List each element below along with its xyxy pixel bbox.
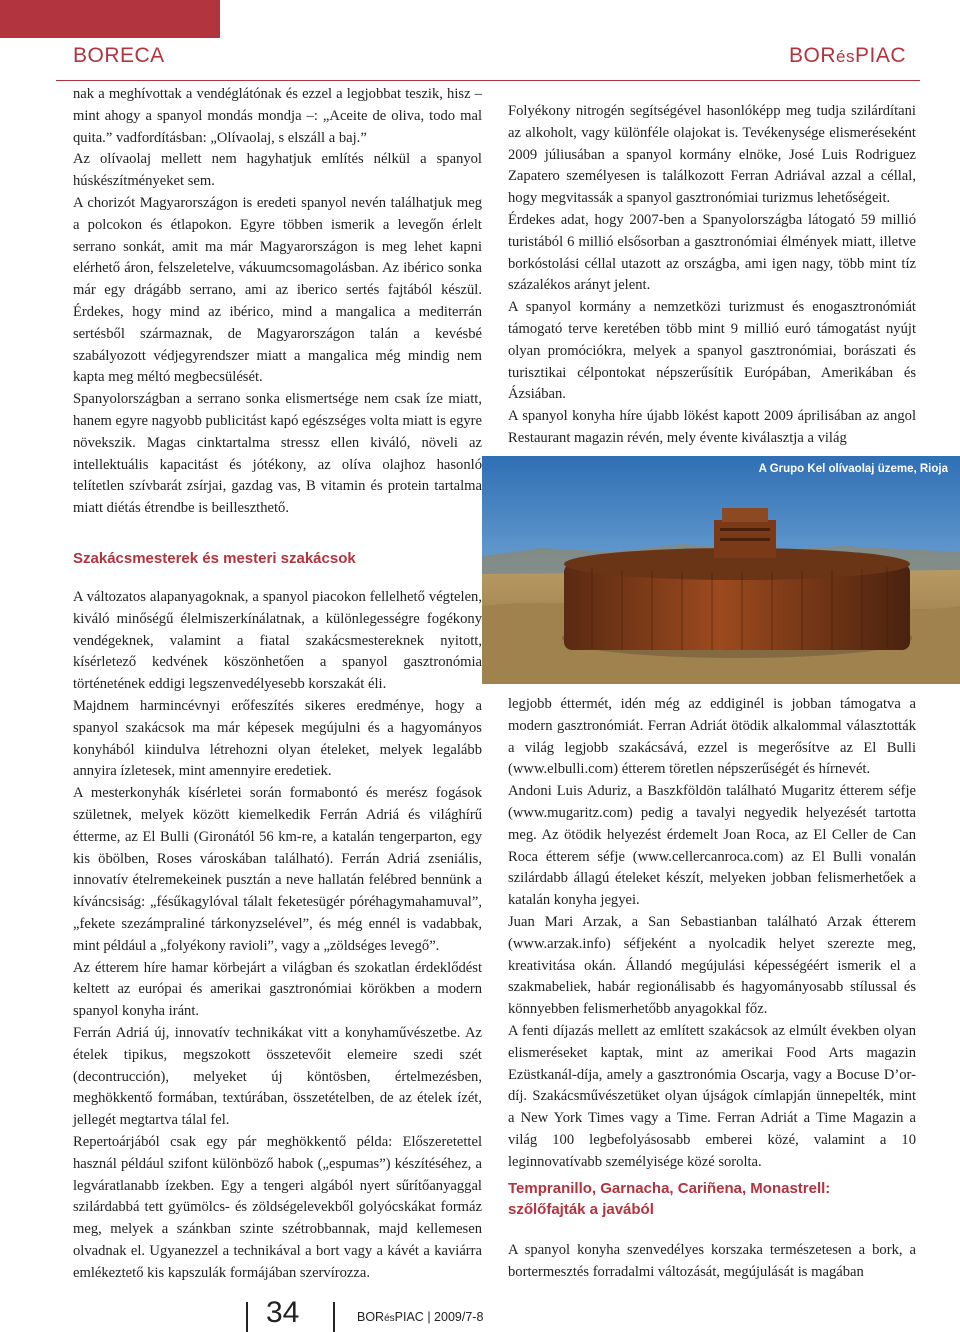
article-column-2-middle <box>508 694 916 1174</box>
article-column-1-top <box>73 84 482 520</box>
article-column-2-top <box>508 101 916 450</box>
paragraph: A mesterkonyhák kísérletei során formabontó és merész fogások születnek, melyek között kiemelkedik Ferrán Adriá és világhírű étterme, az El Bulli (Gironától 56 km-re, a katalán tengerparton, egy kis öbölben, Roses városkában található). Ferrán Adriá zseniális, innovatív ételremekeinek pusztán a neve hallatán felébred bennünk a kíváncsiság: „fésűkagylóval tálalt feketesügér póréhagymahamuval”, „fekete szezámpraliné tárkonyzselével”, és még ennél is vadabbak, mint például a „folyékony ravioli”, vagy a „zöldséges levegő”. <box>73 785 482 954</box>
magazine-title: BORésPIAC <box>789 44 906 67</box>
paragraph: A spanyol konyha híre újabb lökést kapott 2009 áprilisában az angol Restaurant magazin révén, mely évente kiválasztja a világ <box>508 408 916 446</box>
subheading-chefs: Szakácsmesterek és mesteri szakácsok <box>73 550 356 567</box>
paragraph: A változatos alapanyagoknak, a spanyol piacokon fellelhető végtelen, kiváló minőségű élelmiszerkínálatnak, a különlegességre fogékony vendégeknek, valamint a fiatal szakácsmestereknek nyitott, kísérletező kedvének köszönhetően a spanyol gasztronómia történetének eddigi legszenvedélyesebb korszakát éli. <box>73 589 482 693</box>
footer-divider <box>333 1302 335 1332</box>
paragraph: Folyékony nitrogén segítségével hasonlóképp meg tudja szilárdítani az alkoholt, vagy különféle olajokat is. Tevékenysége elismeréseként 2009 júliusában a spanyol kormány elnöke, José Luis Rodriguez Zapatero személyesen is találkozott Ferran Adriával azzal a céllal, hogy megvitassák a spanyol gasztronómiai turizmus lehetőségeit. <box>508 103 916 207</box>
paragraph: Andoni Luis Aduriz, a Baszkföldön található Mugaritz étterem séfje (www.mugaritz.com) pedig a tavalyi negyedik helyezését tartotta meg. Az ötödik helyezést érdemelt Joan Roca, az El Celler de Can Roca étterem séfje (www.cellercanroca.com) az El Bulli vonalán szilárdabb állagú ételeket készít, melyeken jobban felismerhetőek a katalán konyha jegyei. <box>508 783 916 909</box>
page-number: 34 <box>266 1296 300 1329</box>
paragraph: Juan Mari Arzak, a San Sebastianban található Arzak étterem (www.arzak.info) séfjeként a nyolcadik helyet szerezte meg, kreativitása okán. Állandó megújulási képességéért ismerik el a szakmabeliek, habár regionálisabb és hagyományosabb stílussal és könnyebben felismerhetőbb anyagokkal főz. <box>508 913 916 1018</box>
footer-divider <box>246 1302 248 1332</box>
photo-caption: A Grupo Kel olívaolaj üzeme, Rioja <box>758 463 948 475</box>
paragraph: A spanyol konyha szenvedélyes korszaka természetesen a bork, a bortermesztés forradalmi változását, megújulását is magában <box>508 1242 916 1280</box>
article-column-2-bottom <box>508 1240 916 1284</box>
paragraph: Majdnem harmincévnyi erőfeszítés sikeres eredménye, hogy a spanyol szakácsok ma már képesek megújulni és a hagyományos konyhából kiindulva létrehozni olyan ételeket, melyek legalább annyira ízletesek, mint amennyire eredetiek. <box>73 697 482 780</box>
paragraph: Spanyolországban a serrano sonka elismertsége nem csak íze miatt, hanem egyre nagyobb publicitást kapó egészséges volta miatt is egyre növekszik. Magas cinktartalma stressz ellen kiváló, növeli az intellektuális kapacitást és jótékony, az olíva olajhoz hasonló telítetlen szívbarát zsírjai, gazdag vas, B vitamin és protein tartalma miatt diétás étrendbe is beilleszthető. <box>73 391 482 517</box>
subheading-grapes <box>508 1178 830 1220</box>
paragraph: A fenti díjazás mellett az említett szakácsok az elmúlt években olyan elismeréseket kaptak, mint az amerikai Food Arts magazin Ezüstkanál-díja, amely a gasztronómia Oscarja, vagy a Bocuse D’or-díj. Szakácsművészetüket olyan újságok címlapján ünnepelték, mint a New York Times vagy a Time. Ferran Adriát a Time Magazin a világ 100 legbefolyásosabb emberei közé, valamint a 10 leginnovatívabb személyisége közé sorolta. <box>508 1022 916 1170</box>
paragraph: Ferrán Adriá új, innovatív technikákat vitt a konyhaművészetbe. Az ételek tipikus, megszokott összetevőit elemeire szedi szét (decontrucción), melyeket új köntösben, értelmezésben, meghökkentő formában, textúrában, összetételben, de az ételek ízét, jellegét megtartva tálal fel. <box>73 1024 482 1129</box>
winery-illustration <box>482 456 960 684</box>
paragraph: Az étterem híre hamar körbejárt a világban és szokatlan érdeklődést keltett az európai és amerikai gasztronómiai körökben a modern spanyol konyha iránt. <box>73 959 482 1020</box>
winery-photo <box>482 456 960 684</box>
paragraph: Az olívaolaj mellett nem hagyhatjuk említés nélkül a spanyol húskészítményeket sem. <box>73 151 482 190</box>
subheading-line: szőlőfajták a javából <box>508 1201 654 1218</box>
paragraph: Érdekes adat, hogy 2007-ben a Spanyolországba látogató 59 millió turistából 6 millió elsősorban a gasztronómiai élmények miatt, illetve borkóstolási céllal utazott az országba, ami igen nagy, több mint tíz százalékos arányt jelent. <box>508 211 916 294</box>
article-column-1-bottom <box>73 587 482 1285</box>
corner-accent-block <box>0 0 220 38</box>
header-rule <box>56 80 920 81</box>
subheading-line: Tempranillo, Garnacha, Cariñena, Monastrell: <box>508 1180 831 1197</box>
paragraph: nak a meghívottak a vendéglátónak és ezzel a legjobbat teszik, hisz – mint ahogy a spanyol mondás mondja –: „Aceite de oliva, todo mal quita.” vadfordításban: „Olívaolaj, s elszáll a baj.” <box>73 86 482 146</box>
paragraph: A spanyol kormány a nemzetközi turizmust és enogasztronómiát támogató terve keretében több mint 9 millió euró támogatást nyújt olyan promóciókra, melyek a spanyol gasztronómiai, borászati és turisztikai célpontokat népszerűsítik Európában, Amerikában és Ázsiában. <box>508 299 916 403</box>
footer-issue: BORésPIAC | 2009/7-8 <box>357 1310 484 1324</box>
paragraph: A chorizót Magyarországon is eredeti spanyol nevén találhatjuk meg a polcokon és étlapokon. Egyre többen ismerik a levegőn érlelt serrano sonkát, amit ma már Magyarországon is meg lehet kapni elérhető áron, felszeletelve, vákuumcsomagolásban. Az ibérico sonka már egy drágább serrano, ami az iberico sertés fajtából készül. Érdekes, hogy mind az ibérico, mind a mangalica a mediterrán sertésből származnak, de Magyarországon talán a kevésbé szabályozott védjegyrendszer miatt a mangalica még mindig nem kapta meg méltó megbecsülését. <box>73 194 482 386</box>
paragraph: Repertoárjából csak egy pár meghökkentő példa: Előszeretettel használ például szifont különböző habok („espumas”) készítéséhez, a legváratlanabb ízekben. Egy a tengeri algából nyert sűrítőanyaggal szilárdabbá tett gyümölcs- és zöldségelevekből golyócskákat formáz meg, melyek a szánkban szinte szétrobbannak, majd kellemesen olvadnak el. Ugyanezzel a technikával a bort vagy a kávét a kaviárra emlékeztető kis kapszulák formájában szervírozza. <box>73 1133 482 1281</box>
section-title: BORECA <box>73 44 165 67</box>
paragraph: legjobb éttermét, idén még az eddiginél is jobban támogatva a modern gasztronómiát. Ferran Adriát ötödik alkalommal választották a világ legjobb szakácsává, ezzel is megerősítve az El Bulli (www.elbulli.com) étterem töretlen népszerűségét és hírnevét. <box>508 696 916 778</box>
